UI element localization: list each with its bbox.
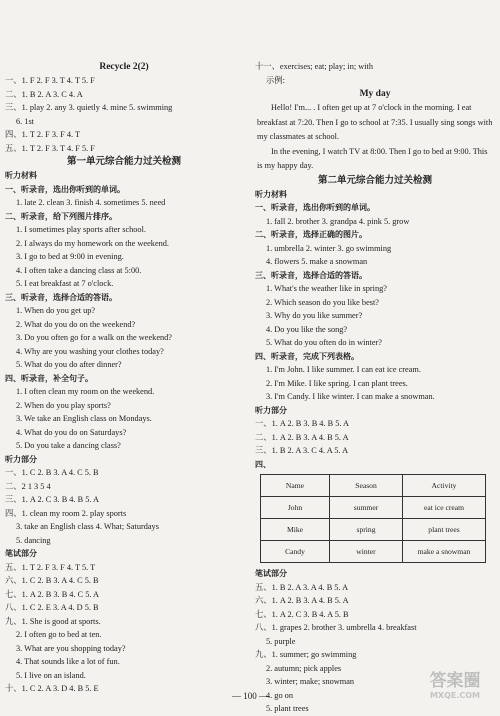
answer-line: 五、1. T 2. F 3. F 4. T 5. T [5, 562, 96, 572]
essay-paragraph-1: Hello! I'm... . I often get up at 7 o'clock in the morning. I eat breakfast at 7:20. Then I go to school at 7:35. I usually sing songs with my classmates at school. [257, 103, 493, 141]
answer-line: 2. autumn; pick apples [266, 663, 342, 673]
answer-line: 2. When do you play sports? [16, 400, 111, 410]
answer-line: 一、1. F 2. F 3. T 4. T 5. F [5, 76, 95, 85]
table-cell: summer [330, 497, 403, 519]
answer-line: 四、1. T 2. F 3. F 4. T [5, 130, 81, 139]
answer-line: 5. Do you take a dancing class? [16, 441, 121, 450]
table-cell: winter [330, 541, 403, 563]
answer-line: 九、1. summer; go swimming [255, 650, 357, 659]
answer-line: 5. purple [266, 636, 296, 646]
answer-line: 2. Which season do you like best? [266, 297, 379, 307]
answer-line: 4. I often take a dancing class at 5:00. [16, 265, 142, 275]
section-title: 第二单元综合能力过关检测 [317, 175, 432, 186]
table-cell: Candy [261, 541, 330, 563]
answer-line: 六、1. C 2. B 3. A 4. C 5. B [5, 576, 99, 585]
watermark-title: 答案圈 [429, 671, 481, 691]
answer-line: 4. flowers 5. make a snowman [266, 257, 368, 266]
answer-line: 3. take an English class 4. What; Saturdays [16, 522, 159, 531]
section-heading: 一、听录音，选出你听到的单词。 [5, 184, 125, 194]
table-cell: eat ice cream [403, 497, 486, 519]
answer-line: 2. What do you do on the weekend? [16, 319, 136, 329]
answer-line: 3. Do you often go for a walk on the weekend? [16, 333, 172, 342]
answer-line: 5. What do you do after dinner? [16, 360, 122, 369]
answer-line: 二、1. A 2. B 3. A 4. B 5. A [255, 432, 349, 442]
table-header-row [261, 475, 486, 497]
section-heading: 二、听录音，选择正确的图片。 [255, 230, 367, 239]
left-column [5, 60, 243, 696]
answer-line: 3. What are you shopping today? [16, 643, 126, 653]
answer-line: 九、1. She is good at sports. [5, 616, 101, 626]
answer-line: 三、1. B 2. A 3. C 4. A 5. A [255, 446, 349, 455]
answer-line: 示例: [266, 75, 285, 85]
answer-line: 三、1. A 2. C 3. B 4. B 5. A [5, 495, 100, 504]
table-header-activity: Activity [403, 475, 486, 497]
answer-line: 十、1. C 2. A 3. D 4. B 5. E [5, 684, 99, 693]
page-number: — 100 — [232, 691, 268, 701]
answer-line: 5. plant trees [266, 704, 309, 713]
section-heading: 一、听录音，选出你听到的单词。 [255, 203, 375, 212]
answer-line: 1. fall 2. brother 3. grandpa 4. pink 5. grow [266, 216, 410, 226]
answer-line: 二、1. B 2. A 3. C 4. A [5, 89, 83, 99]
table-cell: plant trees [403, 519, 486, 541]
answer-line: 4. What do you do on Saturdays? [16, 427, 127, 437]
answer-line: 3. I go to bed at 9:00 in evening. [16, 252, 124, 261]
unit2-listening-section [255, 174, 495, 472]
answer-line: 3. We take an English class on Mondays. [16, 414, 152, 423]
answer-line: 1. umbrella 2. winter 3. go swimming [266, 243, 392, 253]
answer-line: 5. I eat breakfast at 7 o'clock. [16, 279, 114, 288]
answer-line: 十一、exercises; eat; play; in; with [255, 62, 373, 71]
answer-line: 二、2 1 3 5 4 [5, 481, 51, 491]
answer-line: 2. I always do my homework on the weekend. [16, 238, 169, 248]
section-heading: 听力材料 [5, 171, 37, 180]
answer-line: 一、1. C 2. B 3. A 4. C 5. B [5, 468, 99, 477]
section-heading: 四、听录音，补全句子。 [5, 373, 93, 383]
answer-line: 1. When do you get up? [16, 306, 96, 315]
watermark-url: MXQE.COM [429, 691, 481, 700]
answer-line: 七、1. A 2. C 3. B 4. A 5. B [255, 609, 349, 619]
answer-line: 1. I often clean my room on the weekend. [16, 387, 155, 396]
section-heading: 听力部分 [5, 454, 37, 464]
answer-line: 1. What's the weather like in spring? [266, 284, 387, 293]
answer-line: 5. What do you often do in winter? [266, 338, 382, 347]
section-heading: 听力材料 [255, 189, 287, 199]
section-heading: 四、听录音，完成下列表格。 [255, 351, 359, 361]
answer-line: 4. Why are you washing your clothes today? [16, 346, 164, 356]
answer-line: 七、1. A 2. B 3. B 4. C 5. A [5, 589, 100, 599]
answer-line: 4. Do you like the song? [266, 324, 348, 334]
section-title: Recycle 2(2) [99, 62, 149, 72]
answer-line: 四、1. clean my room 2. play sports [5, 508, 127, 518]
table-row [261, 497, 486, 519]
answer-line: 4. go on [266, 690, 293, 700]
table-row [261, 519, 486, 541]
section-title: My day [359, 89, 391, 99]
section-heading: 三、听录音，选择合适的答语。 [5, 292, 117, 302]
section-title: 第一单元综合能力过关检测 [66, 157, 181, 167]
answer-line: 八、1. C 2. E 3. A 4. D 5. B [5, 603, 99, 612]
answer-line: 六、1. A 2. B 3. A 4. B 5. A [255, 596, 349, 605]
answer-line: 1. I'm John. I like summer. I can eat ice cream. [266, 365, 421, 374]
right-column [255, 60, 495, 716]
answer-line: 5. I live on an island. [16, 670, 86, 680]
answer-line: 4. That sounds like a lot of fun. [16, 657, 120, 666]
answer-line: 3. I'm Candy. I like winter. I can make a snowman. [266, 392, 435, 401]
answer-line: 5. dancing [16, 535, 51, 545]
table-header-season: Season [330, 475, 403, 497]
answer-line: 三、1. play 2. any 3. quietly 4. mine 5. swimming [5, 103, 173, 112]
answer-line: 1. late 2. clean 3. finish 4. sometimes 5. need [16, 198, 166, 207]
answer-line: 2. I'm Mike. I like spring. I can plant trees. [266, 378, 408, 388]
table-cell: Mike [261, 519, 330, 541]
table-header-name: Name [261, 475, 330, 497]
answer-line: 1. I sometimes play sports after school. [16, 225, 146, 234]
essay-paragraph-2: In the evening, I watch TV at 8:00. Then I go to bed at 9:00. This is my happy day. [257, 146, 488, 170]
table-cell: John [261, 497, 330, 519]
section-heading: 听力部分 [255, 405, 287, 415]
section-heading: 四、 [255, 459, 271, 469]
answer-line: 2. I often go to bed at ten. [16, 630, 102, 639]
table-cell: make a snowman [403, 541, 486, 563]
watermark-logo-icon [415, 666, 495, 702]
answer-line: 五、1. B 2. A 3. A 4. B 5. A [255, 582, 349, 592]
answer-line: 八、1. grapes 2. brother 3. umbrella 4. breakfast [255, 623, 417, 632]
table-row [261, 541, 486, 563]
answer-line: 6. 1st [16, 116, 34, 126]
answer-line: 3. winter; make; snowman [266, 677, 355, 686]
section-heading: 笔试部分 [5, 549, 37, 558]
answer-line: 五、1. T 2. F 3. T 4. F 5. F [5, 143, 95, 153]
essay-section [255, 60, 495, 101]
activity-table [260, 474, 486, 563]
section-heading: 三、听录音，选择合适的答语。 [255, 270, 367, 280]
answer-line: 一、1. A 2. B 3. B 4. B 5. A [255, 419, 350, 428]
section-heading: 笔试部分 [255, 569, 287, 578]
table-cell: spring [330, 519, 403, 541]
section-heading: 二、听录音，给下列图片排序。 [5, 211, 117, 221]
answer-line: 3. Why do you like summer? [266, 311, 363, 320]
